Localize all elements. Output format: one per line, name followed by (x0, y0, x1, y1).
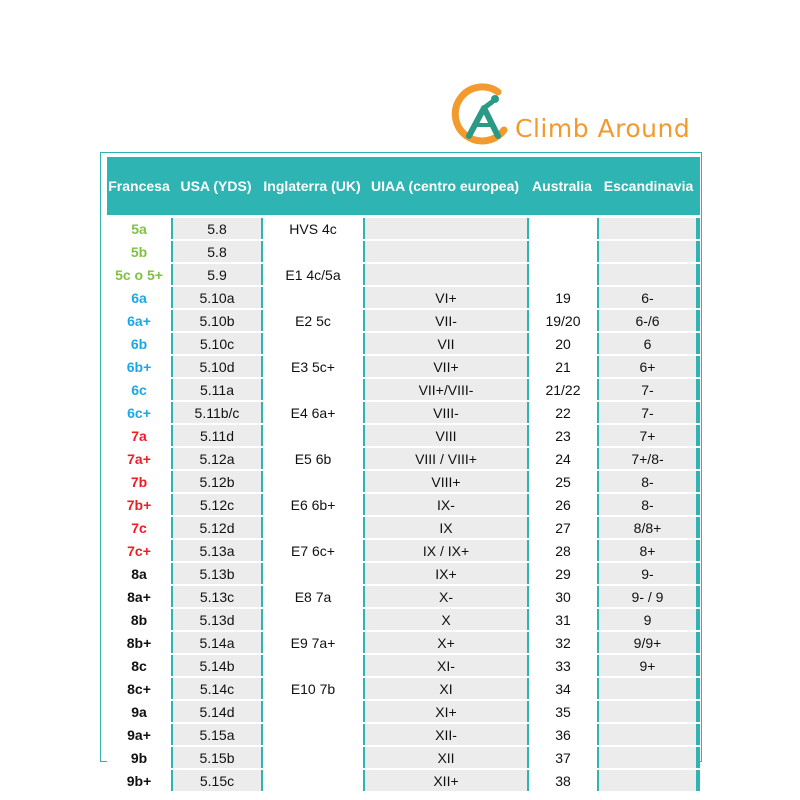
cell-uk (263, 333, 363, 354)
cell-australia: 27 (529, 517, 597, 538)
cell-usa: 5.15c (173, 770, 261, 791)
cell-escandinavia: 6+ (599, 356, 696, 377)
cell-usa: 5.14c (173, 678, 261, 699)
cell-usa: 5.14d (173, 701, 261, 722)
cell-usa: 5.15b (173, 747, 261, 768)
cell-usa: 5.8 (173, 241, 261, 262)
cell-uk (263, 241, 363, 262)
cell-uk: E2 5c (263, 310, 363, 331)
table-row (107, 241, 700, 262)
cell-usa: 5.13b (173, 563, 261, 584)
cell-escandinavia: 9- (599, 563, 696, 584)
cell-australia: 23 (529, 425, 597, 446)
cell-australia: 29 (529, 563, 597, 584)
cell-uiaa: VIII / VIII+ (365, 448, 527, 469)
cell-uk (263, 609, 363, 630)
cell-usa: 5.13a (173, 540, 261, 561)
cell-uiaa: XI+ (365, 701, 527, 722)
cell-francesa: 8b (107, 609, 171, 630)
cell-usa: 5.11a (173, 379, 261, 400)
cell-uk: E9 7a+ (263, 632, 363, 653)
cell-uiaa: XI (365, 678, 527, 699)
cell-francesa: 6b (107, 333, 171, 354)
cell-uiaa: XI- (365, 655, 527, 676)
cell-francesa: 6a (107, 287, 171, 308)
cell-australia: 19 (529, 287, 597, 308)
cell-usa: 5.12d (173, 517, 261, 538)
cell-escandinavia (599, 701, 696, 722)
cell-francesa: 7a (107, 425, 171, 446)
cell-uiaa (365, 218, 527, 239)
cell-francesa: 5a (107, 218, 171, 239)
table-row (107, 448, 700, 469)
cell-usa: 5.14b (173, 655, 261, 676)
table-row (107, 379, 700, 400)
table-row (107, 310, 700, 331)
cell-uiaa: X- (365, 586, 527, 607)
cell-francesa: 9b (107, 747, 171, 768)
table-row (107, 632, 700, 653)
cell-uk (263, 287, 363, 308)
cell-uk (263, 655, 363, 676)
table-row (107, 264, 700, 285)
brand-logo (446, 78, 706, 146)
cell-australia: 33 (529, 655, 597, 676)
table-row (107, 724, 700, 745)
table-row (107, 540, 700, 561)
cell-usa: 5.14a (173, 632, 261, 653)
cell-escandinavia: 7- (599, 402, 696, 423)
cell-uiaa: VII- (365, 310, 527, 331)
cell-uk (263, 724, 363, 745)
cell-escandinavia (599, 724, 696, 745)
cell-francesa: 6c+ (107, 402, 171, 423)
cell-australia: 19/20 (529, 310, 597, 331)
cell-australia: 32 (529, 632, 597, 653)
cell-francesa: 5b (107, 241, 171, 262)
table-row (107, 218, 700, 239)
cell-australia: 20 (529, 333, 597, 354)
cell-escandinavia: 8- (599, 494, 696, 515)
cell-usa: 5.8 (173, 218, 261, 239)
table-row (107, 747, 700, 768)
table-row (107, 655, 700, 676)
table-header-row (107, 157, 700, 215)
cell-uiaa: VIII+ (365, 471, 527, 492)
cell-escandinavia: 9- / 9 (599, 586, 696, 607)
cell-uk: E10 7b (263, 678, 363, 699)
climber-logo-icon (446, 78, 516, 146)
cell-francesa: 7c+ (107, 540, 171, 561)
cell-usa: 5.12c (173, 494, 261, 515)
table-grid (107, 157, 700, 791)
cell-escandinavia (599, 241, 696, 262)
cell-escandinavia: 9 (599, 609, 696, 630)
table-row (107, 471, 700, 492)
table-row (107, 770, 700, 791)
cell-escandinavia: 8- (599, 471, 696, 492)
cell-escandinavia (599, 218, 696, 239)
header-usa: USA (YDS) (180, 178, 252, 194)
cell-uiaa: VIII- (365, 402, 527, 423)
cell-usa: 5.9 (173, 264, 261, 285)
brand-name: Climb Around (515, 114, 691, 143)
table-row (107, 563, 700, 584)
cell-australia: 31 (529, 609, 597, 630)
cell-uiaa: VII+/VIII- (365, 379, 527, 400)
cell-francesa: 6c (107, 379, 171, 400)
cell-australia (529, 218, 597, 239)
cell-australia: 36 (529, 724, 597, 745)
cell-australia: 38 (529, 770, 597, 791)
cell-usa: 5.11b/c (173, 402, 261, 423)
cell-uiaa: X+ (365, 632, 527, 653)
cell-uiaa: IX / IX+ (365, 540, 527, 561)
cell-australia: 30 (529, 586, 597, 607)
table-row (107, 356, 700, 377)
cell-australia: 37 (529, 747, 597, 768)
cell-uiaa: XII (365, 747, 527, 768)
cell-uk (263, 701, 363, 722)
table-row (107, 287, 700, 308)
cell-uk (263, 471, 363, 492)
cell-australia: 22 (529, 402, 597, 423)
table-row (107, 701, 700, 722)
cell-escandinavia: 7- (599, 379, 696, 400)
cell-francesa: 6a+ (107, 310, 171, 331)
cell-uk (263, 379, 363, 400)
grade-conversion-table (100, 152, 702, 789)
cell-francesa: 9b+ (107, 770, 171, 791)
cell-francesa: 6b+ (107, 356, 171, 377)
cell-uk: E3 5c+ (263, 356, 363, 377)
cell-uiaa: IX+ (365, 563, 527, 584)
cell-australia (529, 264, 597, 285)
header-escandinavia: Escandinavia (603, 178, 694, 194)
cell-usa: 5.10d (173, 356, 261, 377)
cell-uiaa: XII- (365, 724, 527, 745)
cell-usa: 5.13d (173, 609, 261, 630)
cell-escandinavia: 8/8+ (599, 517, 696, 538)
cell-escandinavia (599, 264, 696, 285)
cell-escandinavia: 9+ (599, 655, 696, 676)
cell-uiaa: XII+ (365, 770, 527, 791)
cell-escandinavia: 8+ (599, 540, 696, 561)
cell-usa: 5.11d (173, 425, 261, 446)
cell-usa: 5.13c (173, 586, 261, 607)
cell-usa: 5.15a (173, 724, 261, 745)
cell-uk: E1 4c/5a (263, 264, 363, 285)
table-row (107, 609, 700, 630)
cell-uk: E5 6b (263, 448, 363, 469)
cell-francesa: 7b (107, 471, 171, 492)
cell-usa: 5.12b (173, 471, 261, 492)
cell-uiaa: IX (365, 517, 527, 538)
cell-escandinavia: 6 (599, 333, 696, 354)
cell-uk: E8 7a (263, 586, 363, 607)
cell-francesa: 5c o 5+ (107, 264, 171, 285)
cell-escandinavia: 6- (599, 287, 696, 308)
cell-uk (263, 563, 363, 584)
cell-australia: 25 (529, 471, 597, 492)
cell-escandinavia: 7+/8- (599, 448, 696, 469)
cell-australia: 21/22 (529, 379, 597, 400)
cell-uiaa: VI+ (365, 287, 527, 308)
cell-uk: E4 6a+ (263, 402, 363, 423)
table-row (107, 586, 700, 607)
cell-escandinavia (599, 747, 696, 768)
cell-uk: E7 6c+ (263, 540, 363, 561)
table-row (107, 517, 700, 538)
header-francesa: Francesa (108, 178, 170, 194)
cell-escandinavia: 9/9+ (599, 632, 696, 653)
cell-francesa: 8c (107, 655, 171, 676)
cell-usa: 5.10a (173, 287, 261, 308)
header-uiaa: UIAA (centro europea) (370, 178, 520, 194)
cell-usa: 5.10c (173, 333, 261, 354)
cell-francesa: 7a+ (107, 448, 171, 469)
cell-australia: 28 (529, 540, 597, 561)
cell-australia: 21 (529, 356, 597, 377)
table-row (107, 333, 700, 354)
cell-uk (263, 425, 363, 446)
cell-uiaa: VII+ (365, 356, 527, 377)
cell-uk: E6 6b+ (263, 494, 363, 515)
cell-usa: 5.12a (173, 448, 261, 469)
cell-uiaa: IX- (365, 494, 527, 515)
cell-francesa: 8a (107, 563, 171, 584)
header-australia: Australia (532, 178, 592, 194)
cell-uiaa: X (365, 609, 527, 630)
cell-usa: 5.10b (173, 310, 261, 331)
cell-francesa: 8c+ (107, 678, 171, 699)
header-uk: Inglaterra (UK) (263, 178, 361, 194)
cell-francesa: 9a+ (107, 724, 171, 745)
cell-australia: 24 (529, 448, 597, 469)
cell-australia (529, 241, 597, 262)
cell-escandinavia (599, 678, 696, 699)
cell-uiaa: VIII (365, 425, 527, 446)
table-row (107, 678, 700, 699)
cell-uiaa: VII (365, 333, 527, 354)
cell-uk (263, 747, 363, 768)
cell-australia: 26 (529, 494, 597, 515)
cell-francesa: 9a (107, 701, 171, 722)
table-row (107, 425, 700, 446)
cell-uk (263, 517, 363, 538)
cell-escandinavia: 6-/6 (599, 310, 696, 331)
cell-francesa: 7b+ (107, 494, 171, 515)
cell-escandinavia (599, 770, 696, 791)
cell-francesa: 8b+ (107, 632, 171, 653)
cell-australia: 34 (529, 678, 597, 699)
table-row (107, 494, 700, 515)
cell-francesa: 7c (107, 517, 171, 538)
cell-uk: HVS 4c (263, 218, 363, 239)
cell-uiaa (365, 264, 527, 285)
cell-escandinavia: 7+ (599, 425, 696, 446)
cell-francesa: 8a+ (107, 586, 171, 607)
cell-uiaa (365, 241, 527, 262)
table-row (107, 402, 700, 423)
cell-uk (263, 770, 363, 791)
cell-australia: 35 (529, 701, 597, 722)
